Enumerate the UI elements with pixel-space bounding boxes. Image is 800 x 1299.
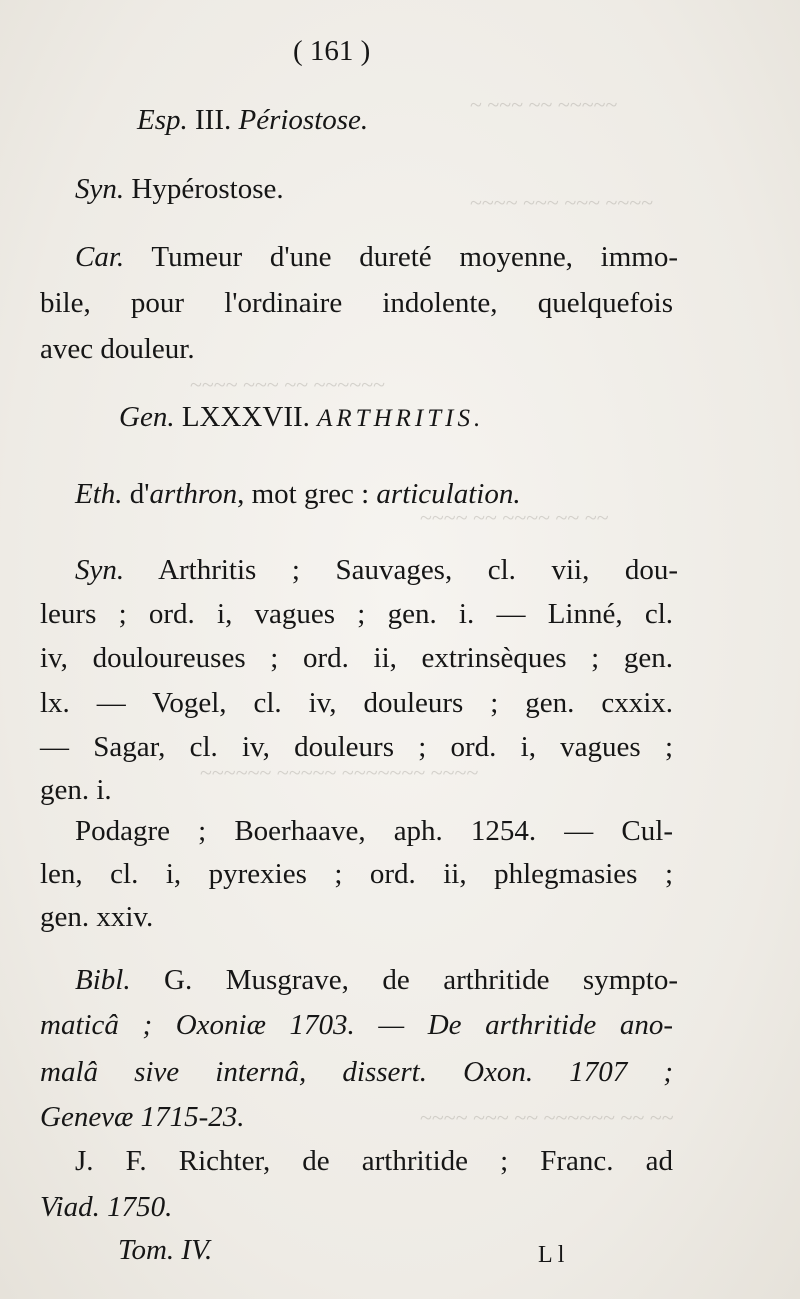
- podagre-line-3: gen. xxiv.: [40, 901, 154, 933]
- eth-text-a: d': [129, 478, 150, 510]
- character-line-2: bile, pour l'ordinaire indolente, quelquefois: [40, 287, 673, 319]
- car-text-1: Tumeur d'une dureté moyenne, immo-: [151, 241, 678, 273]
- signature-mark: L l: [538, 1242, 565, 1268]
- show-through-texture: ~~~~ ~~ ~~~~ ~~ ~~: [420, 505, 609, 530]
- bibliography-line-3: malâ sive internâ, dissert. Oxon. 1707 ;: [40, 1056, 673, 1088]
- syn-label: Syn.: [75, 173, 125, 205]
- synonymy-line-1: [75, 553, 678, 587]
- show-through-texture: ~ ~~~ ~~ ~~~~~: [470, 92, 618, 117]
- show-through-texture: ~~~~~~ ~~~~~ ~~~~~~~ ~~~~: [200, 760, 479, 785]
- genus-name: ARTHRITIS.: [317, 405, 485, 432]
- genus-label: Gen.: [119, 401, 175, 433]
- syn-text: Hypérostose.: [131, 173, 284, 205]
- volume-signature: Tom. IV.: [118, 1234, 213, 1266]
- bibliography-line-4: Genevæ 1715-23.: [40, 1101, 245, 1133]
- etymology-line: [75, 477, 521, 511]
- eth-word: arthron: [149, 478, 238, 510]
- page-number: ( 161 ): [293, 35, 371, 67]
- podagre-line-2: len, cl. i, pyrexies ; ord. ii, phlegmasies ;: [40, 858, 673, 890]
- synonymy-line-2: leurs ; ord. i, vagues ; gen. i. — Linné, cl.: [40, 598, 673, 630]
- show-through-texture: ~~~~ ~~~ ~~ ~~~~~~ ~~ ~~: [420, 1105, 674, 1130]
- esp-label: Esp.: [137, 104, 188, 136]
- esp-name: Périostose.: [238, 104, 369, 136]
- car-label: Car.: [75, 241, 125, 273]
- bibl-text-1: G. Musgrave, de arthritide sympto-: [164, 964, 678, 996]
- eth-text-b: , mot grec :: [237, 478, 370, 510]
- synonymy-line-3: iv, douloureuses ; ord. ii, extrinsèques ; gen.: [40, 642, 673, 674]
- synonym-line: [75, 172, 284, 206]
- bibliography-line-2: maticâ ; Oxoniæ 1703. — De arthritide ano-: [40, 1009, 673, 1041]
- character-line-1: [75, 240, 678, 274]
- bibliography-line-1: [75, 963, 678, 997]
- podagre-line-1: Podagre ; Boerhaave, aph. 1254. — Cul-: [75, 815, 673, 847]
- character-line-3: avec douleur.: [40, 333, 195, 365]
- synonymy-line-6: gen. i.: [40, 774, 112, 806]
- bibliography-line-5: J. F. Richter, de arthritide ; Franc. ad: [75, 1145, 673, 1177]
- show-through-texture: ~~~~ ~~~ ~~ ~~~~~~: [190, 372, 386, 397]
- eth-meaning: articulation.: [376, 478, 521, 510]
- syn2-label: Syn.: [75, 554, 125, 586]
- show-through-texture: ~~~~ ~~~ ~~~ ~~~~: [470, 190, 654, 215]
- bibliography-line-6: Viad. 1750.: [40, 1191, 173, 1223]
- synonymy-line-5: — Sagar, cl. iv, douleurs ; ord. i, vagues ;: [40, 731, 673, 763]
- species-heading: [137, 103, 368, 137]
- genus-number: LXXXVII.: [181, 401, 310, 433]
- synonymy-line-4: lx. — Vogel, cl. iv, douleurs ; gen. cxxix.: [40, 687, 673, 719]
- esp-number: III.: [195, 104, 232, 136]
- bibl-label: Bibl.: [75, 964, 131, 996]
- genus-heading: [119, 400, 484, 436]
- eth-label: Eth.: [75, 478, 123, 510]
- syn2-text-1: Arthritis ; Sauvages, cl. vii, dou-: [158, 554, 679, 586]
